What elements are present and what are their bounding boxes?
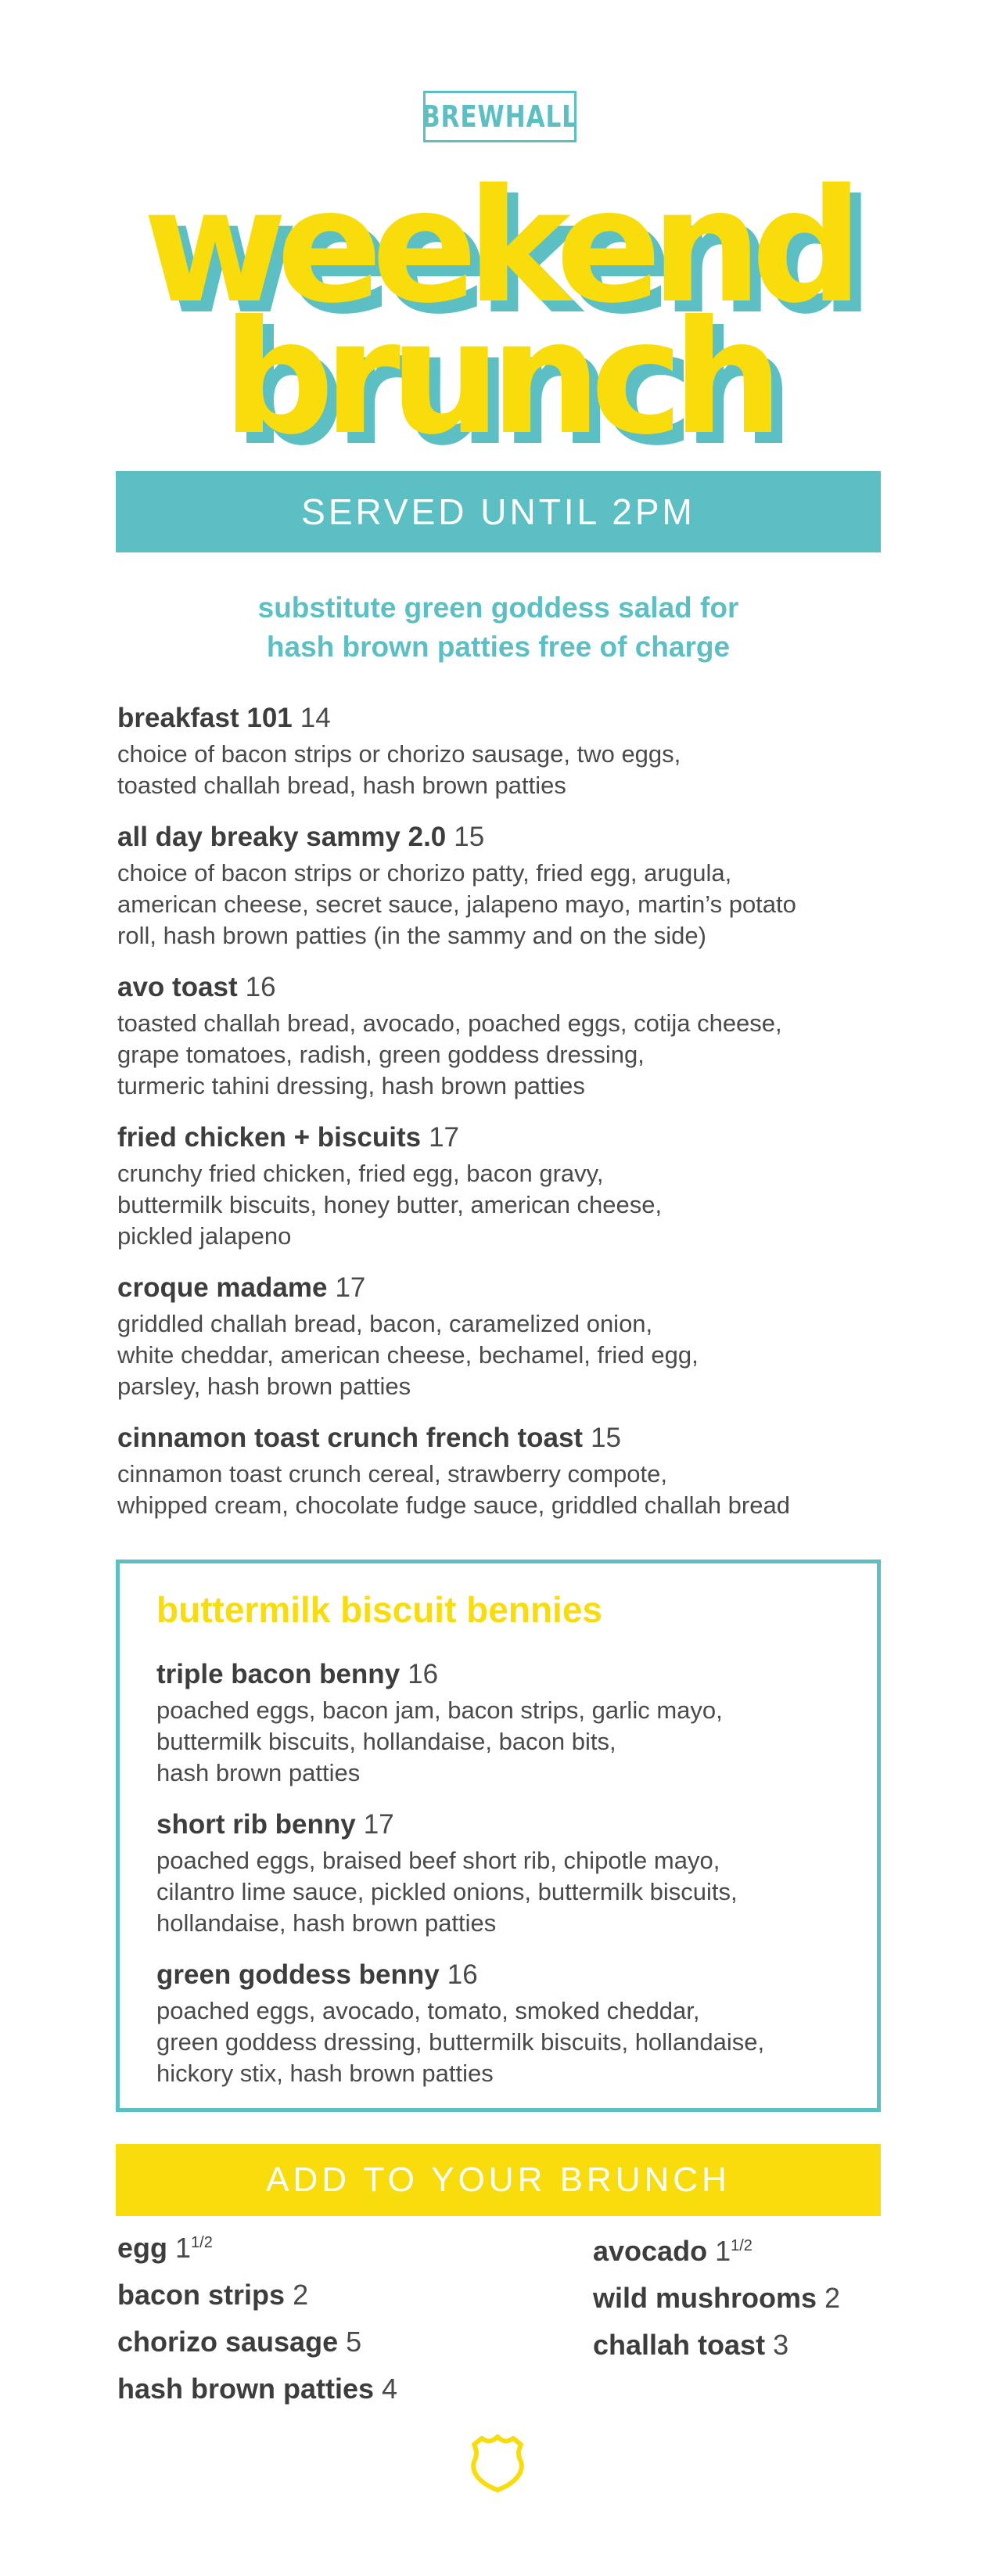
addon-price: 4 [382, 2373, 398, 2405]
description-line: grape tomatoes, radish, green goddess dressing, [117, 1041, 645, 1068]
description-line: pickled jalapeno [117, 1222, 292, 1250]
addon-item [593, 2329, 788, 2362]
item-name: fried chicken + biscuits [117, 1122, 422, 1153]
description-line: buttermilk biscuits, honey butter, american cheese, [117, 1191, 663, 1218]
menu-item [117, 1271, 900, 1402]
addons-banner-text: ADD TO YOUR BRUNCH [266, 2160, 731, 2199]
item-price: 15 [591, 1423, 622, 1453]
description-line: buttermilk biscuits, hollandaise, bacon bits, [156, 1728, 616, 1755]
addon-name: chorizo sausage [117, 2326, 339, 2358]
served-banner [116, 471, 881, 552]
addon-item [117, 2279, 308, 2312]
item-price: 16 [245, 972, 276, 1002]
addon-name: challah toast [593, 2329, 766, 2361]
description-line: griddled challah bread, bacon, caramelized onion, [117, 1310, 653, 1337]
hero-title-weekend: weekend [142, 156, 853, 338]
item-description [156, 1845, 860, 1939]
addon-price: 2 [824, 2282, 841, 2314]
item-name: triple bacon benny [156, 1659, 401, 1689]
benny-item [156, 1657, 860, 1789]
description-line: toasted challah bread, hash brown patties [117, 772, 566, 799]
shield-badge-icon [469, 2434, 526, 2493]
description-line: poached eggs, braised beef short rib, chipotle mayo, [156, 1847, 720, 1874]
addon-price: 5 [346, 2326, 362, 2358]
item-description [156, 1995, 860, 2089]
menu-item [117, 1121, 900, 1252]
bennies-title: buttermilk biscuit bennies [156, 1589, 602, 1630]
description-line: whipped cream, chocolate fudge sauce, griddled challah bread [117, 1491, 790, 1519]
item-price: 15 [454, 822, 485, 852]
addon-item [593, 2235, 753, 2268]
addon-item [117, 2232, 213, 2265]
menu-item [117, 701, 900, 801]
menu-item [117, 970, 900, 1102]
addon-name: hash brown patties [117, 2373, 375, 2405]
description-line: poached eggs, bacon jam, bacon strips, garlic mayo, [156, 1696, 723, 1724]
brewhall-logo [423, 91, 577, 142]
item-description [156, 1695, 860, 1789]
description-line: cilantro lime sauce, pickled onions, buttermilk biscuits, [156, 1878, 738, 1905]
item-name: cinnamon toast crunch french toast [117, 1423, 584, 1453]
addons-banner [116, 2144, 881, 2216]
item-price: 17 [335, 1272, 366, 1303]
item-price: 17 [363, 1809, 394, 1840]
addon-price: 2 [293, 2279, 309, 2311]
hero-title-brunch: brunch [222, 287, 773, 470]
substitution-note-line: hash brown patties free of charge [266, 631, 731, 663]
item-price: 14 [300, 703, 331, 733]
description-line: toasted challah bread, avocado, poached eggs, cotija cheese, [117, 1009, 782, 1037]
served-banner-text: SERVED UNTIL 2PM [301, 491, 695, 532]
item-description [117, 1459, 900, 1521]
item-price: 17 [429, 1122, 459, 1153]
item-description [117, 858, 900, 952]
bennies-box [116, 1560, 881, 2112]
description-line: choice of bacon strips or chorizo patty, fried egg, arugula, [117, 859, 732, 887]
substitution-note-line: substitute green goddess salad for [257, 592, 739, 624]
addon-price: 1 [715, 2235, 731, 2267]
menu-item [117, 820, 900, 952]
description-line: green goddess dressing, buttermilk biscuits, hollandaise, [156, 2028, 765, 2056]
description-line: hollandaise, hash brown patties [156, 1909, 497, 1937]
addon-price: 3 [773, 2329, 789, 2361]
item-price: 16 [447, 1959, 478, 1990]
substitution-note [116, 588, 881, 667]
description-line: hickory stix, hash brown patties [156, 2060, 494, 2087]
menu-item [117, 1421, 900, 1521]
item-description [117, 1158, 900, 1252]
item-name: green goddess benny [156, 1959, 440, 1990]
addon-price-fraction: 1/2 [191, 2234, 213, 2251]
description-line: crunchy fried chicken, fried egg, bacon gravy, [117, 1160, 604, 1187]
item-name: avo toast [117, 972, 238, 1002]
description-line: american cheese, secret sauce, jalapeno mayo, martin’s potato [117, 890, 796, 918]
item-name: short rib benny [156, 1809, 356, 1840]
description-line: parsley, hash brown patties [117, 1373, 411, 1400]
item-price: 16 [408, 1659, 439, 1689]
addon-price-fraction: 1/2 [731, 2237, 753, 2254]
description-line: choice of bacon strips or chorizo sausage, two eggs, [117, 740, 681, 768]
addon-price: 1 [175, 2232, 192, 2264]
description-line: turmeric tahini dressing, hash brown patties [117, 1072, 585, 1099]
item-name: all day breaky sammy 2.0 [117, 822, 447, 852]
addon-name: bacon strips [117, 2279, 286, 2311]
addon-item [117, 2326, 361, 2358]
item-name: breakfast 101 [117, 703, 293, 733]
description-line: cinnamon toast crunch cereal, strawberry compote, [117, 1460, 667, 1488]
description-line: hash brown patties [156, 1759, 361, 1786]
addon-item [593, 2282, 840, 2315]
item-description [117, 1308, 900, 1402]
logo-text: BREWHALL [422, 99, 578, 134]
description-line: poached eggs, avocado, tomato, smoked cheddar, [156, 1997, 700, 2024]
item-name: croque madame [117, 1272, 328, 1303]
benny-item [156, 1808, 860, 1939]
description-line: white cheddar, american cheese, bechamel, fried egg, [117, 1341, 699, 1369]
benny-item [156, 1958, 860, 2089]
addon-name: avocado [593, 2235, 708, 2267]
item-description [117, 739, 900, 801]
item-description [117, 1008, 900, 1102]
description-line: roll, hash brown patties (in the sammy and on the side) [117, 922, 706, 949]
addon-name: egg [117, 2232, 168, 2264]
addon-name: wild mushrooms [593, 2282, 817, 2314]
addon-item [117, 2373, 397, 2405]
